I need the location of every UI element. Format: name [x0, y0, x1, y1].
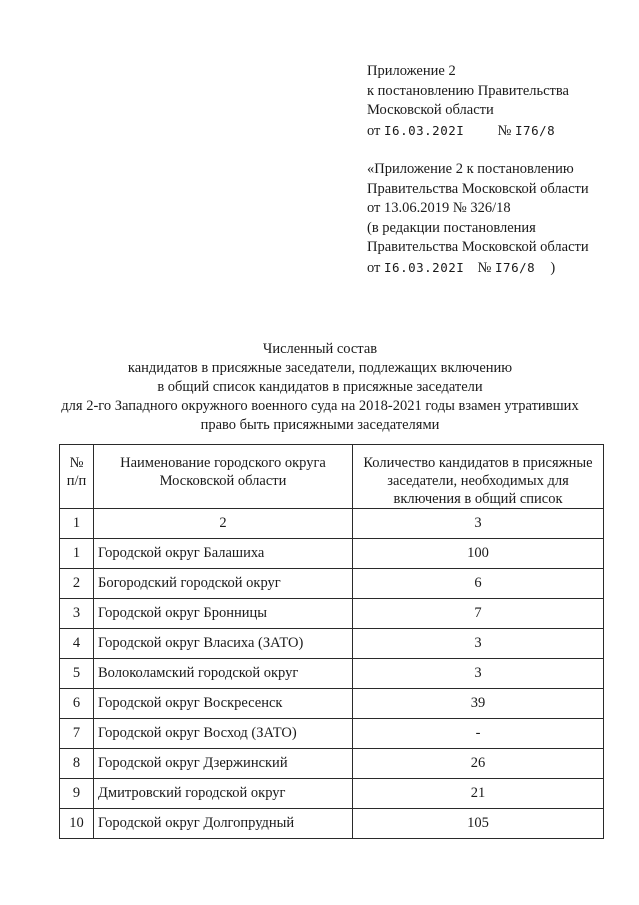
- row-count: 100: [353, 539, 604, 569]
- appendix-number: I76/8: [515, 122, 556, 138]
- quote-date-line: [367, 258, 627, 279]
- row-count: 3: [353, 629, 604, 659]
- row-name: Городской округ Воскресенск: [94, 689, 353, 719]
- row-num: 1: [60, 539, 94, 569]
- table-row: [60, 719, 604, 749]
- title-line-3: в общий список кандидатов в присяжные заседатели: [157, 379, 483, 395]
- row-num: 5: [60, 659, 94, 689]
- title-line-2: кандидатов в присяжные заседатели, подлежащих включению: [127, 360, 513, 376]
- appendix-region-line: Московской области: [367, 102, 494, 118]
- row-name: Городской округ Восход (ЗАТО): [94, 719, 353, 749]
- row-num: 3: [60, 599, 94, 629]
- row-name: Волоколамский городской округ: [94, 659, 353, 689]
- title-line-4: для 2-го Западного окружного военного суда на 2018-2021 годы взамен утративших: [61, 398, 579, 414]
- quote-number: I76/8: [495, 259, 536, 275]
- row-name: Дмитровский городской округ: [94, 779, 353, 809]
- row-num: 6: [60, 689, 94, 719]
- quote-date-prefix: от: [367, 259, 381, 276]
- table-header-row: [60, 445, 604, 509]
- appendix-date-line: [367, 121, 627, 142]
- title-line-5: право быть присяжными заседателями: [200, 417, 440, 433]
- row-name: Городской округ Власиха (ЗАТО): [94, 629, 353, 659]
- header-num: № п/п: [60, 445, 94, 509]
- row-name: Городской округ Долгопрудный: [94, 809, 353, 839]
- table-row: [60, 749, 604, 779]
- candidates-table: [59, 444, 604, 839]
- title-line-1: Численный состав: [262, 341, 378, 357]
- row-count: 6: [353, 569, 604, 599]
- quote-line-1: «Приложение 2 к постановлению: [367, 161, 574, 177]
- row-count: 7: [353, 599, 604, 629]
- appendix-ref-line: к постановлению Правительства: [367, 82, 569, 99]
- table-row: [60, 809, 604, 839]
- quote-close-paren: ): [550, 259, 556, 276]
- quote-line-3: от 13.06.2019 № 326/18: [367, 200, 511, 216]
- quote-line-2: Правительства Московской области: [367, 180, 589, 197]
- appendix-date: I6.03.202I: [384, 122, 465, 138]
- column-index-row: [60, 509, 604, 539]
- row-num: 10: [60, 809, 94, 839]
- appendix-number-sign: №: [497, 122, 512, 139]
- table-row: [60, 689, 604, 719]
- header-count: Количество кандидатов в присяжные заседатели, необходимых для включения в общий список: [353, 445, 604, 509]
- row-num: 7: [60, 719, 94, 749]
- quote-date: I6.03.202I: [384, 259, 465, 275]
- table-row: [60, 539, 604, 569]
- quote-line-5: Правительства Московской области: [367, 239, 589, 255]
- row-num: 9: [60, 779, 94, 809]
- row-count: -: [353, 719, 604, 749]
- row-count: 21: [353, 779, 604, 809]
- document-title: [20, 340, 620, 435]
- header-name: Наименование городского округа Московской области: [94, 445, 353, 509]
- table-row: [60, 629, 604, 659]
- index-cell-3: 3: [353, 509, 604, 539]
- appendix-header: [367, 62, 627, 278]
- table-row: [60, 659, 604, 689]
- row-name: Городской округ Дзержинский: [94, 749, 353, 779]
- row-name: Богородский городской округ: [94, 569, 353, 599]
- index-cell-1: 1: [60, 509, 94, 539]
- quote-line-4: (в редакции постановления: [367, 219, 536, 236]
- quote-number-sign: №: [477, 259, 492, 276]
- row-name: Городской округ Балашиха: [94, 539, 353, 569]
- index-cell-2: 2: [94, 509, 353, 539]
- row-name: Городской округ Бронницы: [94, 599, 353, 629]
- row-count: 105: [353, 809, 604, 839]
- table-row: [60, 779, 604, 809]
- appendix-date-prefix: от: [367, 122, 381, 139]
- row-count: 39: [353, 689, 604, 719]
- appendix-title: Приложение 2: [367, 63, 456, 79]
- row-num: 8: [60, 749, 94, 779]
- row-num: 2: [60, 569, 94, 599]
- row-num: 4: [60, 629, 94, 659]
- table-row: [60, 569, 604, 599]
- row-count: 3: [353, 659, 604, 689]
- row-count: 26: [353, 749, 604, 779]
- table-row: [60, 599, 604, 629]
